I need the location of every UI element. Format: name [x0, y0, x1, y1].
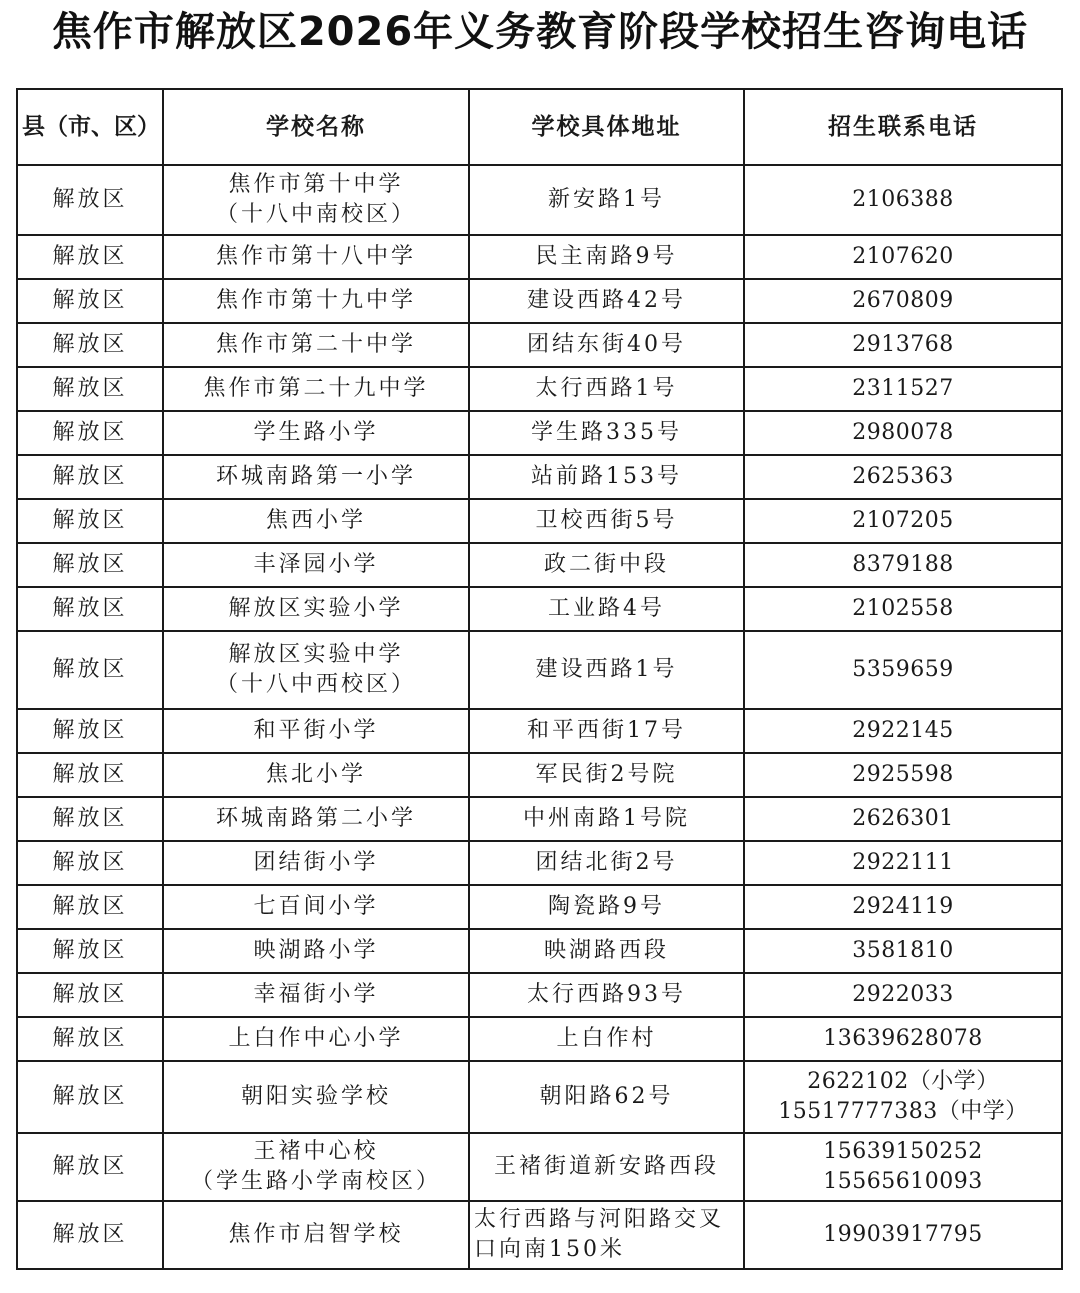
- table-row: [17, 631, 1062, 709]
- school-address-cell: [469, 499, 744, 543]
- table-body: [17, 165, 1062, 1269]
- phone-line: 2107620: [852, 244, 954, 269]
- table-row: [17, 1201, 1062, 1269]
- phone-cell: [744, 797, 1062, 841]
- phone-cell: [744, 1133, 1062, 1201]
- table-row: [17, 455, 1062, 499]
- school-name-cell: [163, 455, 469, 499]
- school-address-cell: [469, 1017, 744, 1061]
- school-address-cell: [469, 367, 744, 411]
- table-row: [17, 753, 1062, 797]
- school-address-line: 和平西街17号: [527, 718, 686, 743]
- table-row: [17, 841, 1062, 885]
- school-name-line: 焦作市启智学校: [228, 1222, 404, 1247]
- school-name-line: （十八中西校区）: [215, 672, 416, 697]
- phone-cell: [744, 1201, 1062, 1269]
- phone-cell: [744, 455, 1062, 499]
- district-cell: 解放区: [17, 279, 163, 323]
- school-address-cell: [469, 165, 744, 235]
- table-row: [17, 279, 1062, 323]
- school-address-cell: [469, 235, 744, 279]
- school-address-cell: [469, 797, 744, 841]
- phone-line: 3581810: [852, 938, 954, 963]
- school-name-cell: [163, 1133, 469, 1201]
- school-address-line: 卫校西街5号: [535, 508, 678, 533]
- phone-line: 2922033: [852, 982, 954, 1007]
- school-name-line: 环城南路第一小学: [215, 464, 416, 489]
- school-name-cell: [163, 797, 469, 841]
- school-name-cell: [163, 1201, 469, 1269]
- phone-cell: [744, 929, 1062, 973]
- school-name-line: 王褚中心校: [253, 1139, 379, 1164]
- school-name-line: （学生路小学南校区）: [190, 1169, 441, 1194]
- school-address-cell: [469, 543, 744, 587]
- phone-cell: [744, 499, 1062, 543]
- district-cell: 解放区: [17, 1061, 163, 1133]
- district-cell: 解放区: [17, 1017, 163, 1061]
- school-address-line: 太行西路与河阳路交叉: [474, 1207, 725, 1232]
- phone-line: 8379188: [852, 552, 954, 577]
- school-address-line: 民主南路9号: [535, 244, 678, 269]
- phone-cell: [744, 631, 1062, 709]
- district-cell: 解放区: [17, 235, 163, 279]
- school-address-cell: [469, 885, 744, 929]
- district-cell: 解放区: [17, 841, 163, 885]
- district-cell: 解放区: [17, 973, 163, 1017]
- district-cell: 解放区: [17, 709, 163, 753]
- school-address-line: 映湖路西段: [543, 938, 669, 963]
- phone-line: 19903917795: [823, 1222, 983, 1247]
- school-name-line: 焦北小学: [265, 762, 366, 787]
- school-name-cell: [163, 235, 469, 279]
- district-cell: 解放区: [17, 753, 163, 797]
- district-cell: 解放区: [17, 797, 163, 841]
- school-address-line: 朝阳路62号: [539, 1084, 674, 1109]
- school-name-line: 解放区实验小学: [228, 596, 404, 621]
- table-row: [17, 709, 1062, 753]
- school-address-line: 太行西路93号: [527, 982, 686, 1007]
- phone-line: 2626301: [852, 806, 954, 831]
- header-school-name: 学校名称: [163, 89, 469, 165]
- phone-line: 2924119: [852, 894, 954, 919]
- school-name-line: 焦作市第十九中学: [215, 288, 416, 313]
- table-row: [17, 543, 1062, 587]
- school-address-line: 学生路335号: [531, 420, 682, 445]
- school-name-line: 丰泽园小学: [253, 552, 379, 577]
- school-name-cell: [163, 929, 469, 973]
- school-address-cell: [469, 753, 744, 797]
- header-school-address: 学校具体地址: [469, 89, 744, 165]
- table-row: [17, 885, 1062, 929]
- school-address-cell: [469, 1133, 744, 1201]
- school-name-cell: [163, 841, 469, 885]
- table-row: [17, 797, 1062, 841]
- district-cell: 解放区: [17, 367, 163, 411]
- phone-cell: [744, 323, 1062, 367]
- school-name-line: 焦作市第二十九中学: [203, 376, 429, 401]
- table-row: [17, 499, 1062, 543]
- phone-cell: [744, 841, 1062, 885]
- phone-cell: [744, 1061, 1062, 1133]
- school-address-cell: [469, 973, 744, 1017]
- table-row: [17, 1133, 1062, 1201]
- school-address-line: 口向南150米: [474, 1237, 625, 1262]
- school-name-cell: [163, 753, 469, 797]
- table-row: [17, 367, 1062, 411]
- phone-cell: [744, 543, 1062, 587]
- district-cell: 解放区: [17, 885, 163, 929]
- header-district: 县（市、区）: [17, 89, 163, 165]
- phone-line: 2925598: [852, 762, 954, 787]
- school-name-cell: [163, 165, 469, 235]
- district-cell: 解放区: [17, 587, 163, 631]
- phone-line: 2106388: [852, 187, 954, 212]
- school-name-cell: [163, 499, 469, 543]
- school-address-line: 团结北街2号: [535, 850, 678, 875]
- school-address-line: 陶瓷路9号: [548, 894, 665, 919]
- school-address-line: 上白作村: [556, 1026, 657, 1051]
- school-address-line: 站前路153号: [531, 464, 682, 489]
- school-address-cell: [469, 455, 744, 499]
- phone-line: 2913768: [852, 332, 954, 357]
- school-name-line: 焦作市第二十中学: [215, 332, 416, 357]
- school-address-cell: [469, 587, 744, 631]
- phone-line: 2311527: [852, 376, 954, 401]
- school-name-cell: [163, 323, 469, 367]
- table-row: [17, 165, 1062, 235]
- header-admission-phone: 招生联系电话: [744, 89, 1062, 165]
- admissions-table: [16, 88, 1063, 1270]
- school-name-cell: [163, 543, 469, 587]
- district-cell: 解放区: [17, 1201, 163, 1269]
- table-header-row: [17, 89, 1062, 165]
- phone-line: 2625363: [852, 464, 954, 489]
- table-row: [17, 235, 1062, 279]
- district-cell: 解放区: [17, 165, 163, 235]
- school-address-line: 建设西路1号: [535, 657, 678, 682]
- school-address-cell: [469, 709, 744, 753]
- phone-line: 2102558: [852, 596, 954, 621]
- school-address-cell: [469, 279, 744, 323]
- phone-cell: [744, 165, 1062, 235]
- school-name-line: 焦西小学: [265, 508, 366, 533]
- district-cell: 解放区: [17, 631, 163, 709]
- school-address-line: 建设西路42号: [527, 288, 686, 313]
- district-cell: 解放区: [17, 543, 163, 587]
- school-name-line: （十八中南校区）: [215, 202, 416, 227]
- school-name-cell: [163, 885, 469, 929]
- phone-cell: [744, 973, 1062, 1017]
- school-name-line: 映湖路小学: [253, 938, 379, 963]
- phone-line: 2922145: [852, 718, 954, 743]
- school-address-line: 太行西路1号: [535, 376, 678, 401]
- phone-line: 15517777383（中学）: [778, 1099, 1028, 1124]
- phone-cell: [744, 885, 1062, 929]
- school-address-cell: [469, 1201, 744, 1269]
- table-row: [17, 1061, 1062, 1133]
- school-name-line: 七百间小学: [253, 894, 379, 919]
- school-address-cell: [469, 411, 744, 455]
- phone-cell: [744, 235, 1062, 279]
- school-address-line: 王褚街道新安路西段: [493, 1154, 719, 1179]
- school-name-cell: [163, 1061, 469, 1133]
- phone-line: 13639628078: [823, 1026, 983, 1051]
- school-name-line: 焦作市第十中学: [228, 172, 404, 197]
- table-row: [17, 411, 1062, 455]
- district-cell: 解放区: [17, 323, 163, 367]
- phone-line: 2622102（小学）: [807, 1069, 999, 1094]
- phone-cell: [744, 709, 1062, 753]
- district-cell: 解放区: [17, 929, 163, 973]
- school-name-line: 幸福街小学: [253, 982, 379, 1007]
- school-address-cell: [469, 323, 744, 367]
- school-address-line: 团结东街40号: [527, 332, 686, 357]
- phone-line: 2922111: [852, 850, 954, 875]
- school-name-cell: [163, 973, 469, 1017]
- phone-cell: [744, 1017, 1062, 1061]
- school-name-cell: [163, 367, 469, 411]
- district-cell: 解放区: [17, 499, 163, 543]
- school-name-line: 环城南路第二小学: [215, 806, 416, 831]
- school-address-cell: [469, 631, 744, 709]
- school-address-cell: [469, 929, 744, 973]
- phone-line: 2670809: [852, 288, 954, 313]
- table-row: [17, 1017, 1062, 1061]
- school-name-line: 和平街小学: [253, 718, 379, 743]
- phone-line: 5359659: [852, 657, 954, 682]
- district-cell: 解放区: [17, 1133, 163, 1201]
- table-row: [17, 587, 1062, 631]
- phone-line: 15639150252: [823, 1139, 983, 1164]
- phone-cell: [744, 587, 1062, 631]
- school-name-cell: [163, 631, 469, 709]
- school-address-line: 工业路4号: [548, 596, 665, 621]
- table-row: [17, 929, 1062, 973]
- school-name-line: 解放区实验中学: [228, 642, 404, 667]
- district-cell: 解放区: [17, 411, 163, 455]
- school-name-line: 朝阳实验学校: [240, 1084, 391, 1109]
- school-name-cell: [163, 587, 469, 631]
- school-name-line: 学生路小学: [253, 420, 379, 445]
- school-name-line: 团结街小学: [253, 850, 379, 875]
- school-name-cell: [163, 1017, 469, 1061]
- school-address-line: 新安路1号: [548, 187, 665, 212]
- school-name-cell: [163, 279, 469, 323]
- page-title: 焦作市解放区2026年义务教育阶段学校招生咨询电话: [51, 9, 1029, 55]
- table-row: [17, 323, 1062, 367]
- phone-line: 2107205: [852, 508, 954, 533]
- school-address-line: 军民街2号院: [535, 762, 678, 787]
- table-row: [17, 973, 1062, 1017]
- school-address-line: 政二街中段: [543, 552, 669, 577]
- school-address-cell: [469, 1061, 744, 1133]
- phone-line: 2980078: [852, 420, 954, 445]
- phone-cell: [744, 367, 1062, 411]
- school-name-cell: [163, 411, 469, 455]
- phone-line: 15565610093: [823, 1169, 983, 1194]
- school-address-cell: [469, 841, 744, 885]
- phone-cell: [744, 279, 1062, 323]
- district-cell: 解放区: [17, 455, 163, 499]
- phone-cell: [744, 411, 1062, 455]
- school-name-line: 焦作市第十八中学: [215, 244, 416, 269]
- school-name-cell: [163, 709, 469, 753]
- school-name-line: 上白作中心小学: [228, 1026, 404, 1051]
- phone-cell: [744, 753, 1062, 797]
- school-address-line: 中州南路1号院: [523, 806, 690, 831]
